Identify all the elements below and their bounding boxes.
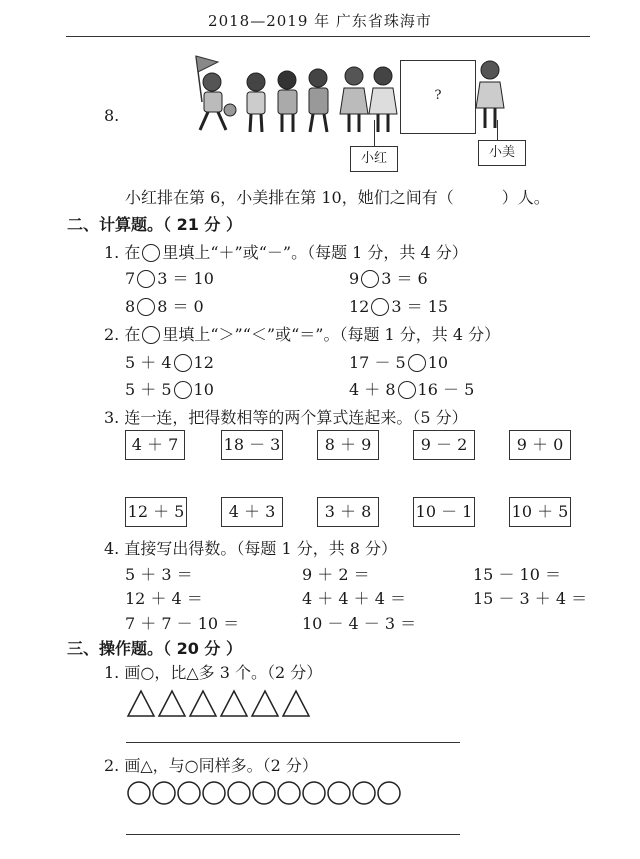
answer-line[interactable]	[126, 742, 460, 743]
triangle-icon	[283, 691, 309, 716]
operand: 5 ＋ 4	[125, 353, 172, 372]
q2-1-prompt-a: 1. 在	[104, 243, 141, 262]
circles-row	[126, 780, 406, 808]
match-box-top[interactable]: 9 ＋ 0	[509, 430, 571, 460]
q2-4-item[interactable]: 9 ＋ 2 ＝	[302, 565, 370, 584]
label-xiaomei: 小美	[478, 140, 526, 166]
triangle-icon	[252, 691, 278, 716]
header-rule	[66, 36, 590, 37]
page-header: 2018—2019 年 广东省珠海市	[208, 12, 432, 30]
xiaohong-pointer	[374, 120, 375, 146]
answer-circle[interactable]	[174, 381, 192, 399]
q2-1-item	[125, 266, 214, 289]
answer-circle[interactable]	[408, 354, 426, 372]
operand: 17 － 5	[349, 353, 406, 372]
operand: 3 ＝ 6	[381, 269, 428, 288]
operand: 5 ＋ 5	[125, 380, 172, 399]
circle-icon	[228, 782, 250, 804]
circle-icon	[353, 782, 375, 804]
answer-circle[interactable]	[398, 381, 416, 399]
q2-1-item	[349, 294, 448, 317]
operand: 3 ＝ 15	[391, 297, 449, 316]
q2-2-item	[349, 350, 448, 373]
label-xiaohong: 小红	[350, 146, 398, 172]
q8-number: 8.	[104, 106, 120, 125]
triangle-icon	[128, 691, 154, 716]
operand: 10	[427, 353, 449, 372]
q2-1-prompt	[104, 240, 468, 263]
q2-4-prompt: 4. 直接写出得数。（每题 1 分，共 8 分）	[104, 539, 398, 558]
answer-circle[interactable]	[137, 298, 155, 316]
q8-text: 小红排在第 6，小美排在第 10，她们之间有（ ）人。	[125, 188, 550, 207]
q2-4-item[interactable]: 12 ＋ 4 ＝	[125, 589, 203, 608]
q2-4-item[interactable]: 5 ＋ 3 ＝	[125, 565, 193, 584]
q2-2-item	[349, 377, 474, 400]
answer-circle[interactable]	[371, 298, 389, 316]
q2-1-item	[349, 266, 428, 289]
q3-2-prompt: 2. 画△，与○同样多。（2 分）	[104, 756, 318, 775]
q2-4-item[interactable]: 7 ＋ 7 － 10 ＝	[125, 614, 240, 633]
q2-4-item[interactable]: 10 － 4 － 3 ＝	[302, 614, 417, 633]
circle-icon	[303, 782, 325, 804]
operand: 16 － 5	[417, 380, 475, 399]
answer-line[interactable]	[126, 834, 460, 835]
circle-icon	[253, 782, 275, 804]
match-box-bottom[interactable]: 10 ＋ 5	[509, 497, 571, 527]
q2-2-prompt-a: 2. 在	[104, 325, 141, 344]
q2-2-prompt	[104, 322, 500, 345]
circle-icon	[203, 782, 225, 804]
q2-4-item[interactable]: 15 － 3 ＋ 4 ＝	[473, 589, 588, 608]
triangle-icon	[190, 691, 216, 716]
section2-title: 二、计算题。（ 21 分 ）	[67, 215, 242, 234]
match-box-bottom[interactable]: 4 ＋ 3	[221, 497, 283, 527]
answer-circle[interactable]	[137, 270, 155, 288]
circles	[126, 780, 406, 808]
circle-icon	[378, 782, 400, 804]
xiaomei-pointer	[497, 120, 498, 140]
q2-2-item	[125, 350, 214, 373]
q2-2-item	[125, 377, 214, 400]
q3-1-prompt: 1. 画○，比△多 3 个。（2 分）	[104, 663, 323, 682]
match-box-bottom[interactable]: 3 ＋ 8	[317, 497, 379, 527]
triangles	[126, 688, 316, 718]
xiaomei-illustration	[474, 56, 506, 136]
match-box-top[interactable]: 4 ＋ 7	[125, 430, 185, 460]
match-box-bottom[interactable]: 12 ＋ 5	[125, 497, 187, 527]
match-box-top[interactable]: 8 ＋ 9	[317, 430, 379, 460]
match-box-top[interactable]: 9 － 2	[413, 430, 475, 460]
q2-4-item[interactable]: 4 ＋ 4 ＋ 4 ＝	[302, 589, 406, 608]
operand: 12	[349, 297, 370, 316]
operand: 3 ＝ 10	[157, 269, 214, 288]
operand: 12	[193, 353, 214, 372]
operand: 4 ＋ 8	[349, 380, 396, 399]
circle-placeholder	[142, 244, 160, 262]
triangles-row	[126, 688, 316, 718]
circle-icon	[278, 782, 300, 804]
answer-circle[interactable]	[174, 354, 192, 372]
q2-3-prompt: 3. 连一连，把得数相等的两个算式连起来。（5 分）	[104, 408, 468, 427]
operand: 7	[125, 269, 136, 288]
answer-circle[interactable]	[361, 270, 379, 288]
triangle-icon	[159, 691, 185, 716]
operand: 8 ＝ 0	[157, 297, 204, 316]
q2-1-prompt-b: 里填上“＋”或“－”。（每题 1 分，共 4 分）	[162, 243, 468, 262]
q2-1-item	[125, 294, 204, 317]
triangle-icon	[221, 691, 247, 716]
circle-placeholder	[142, 326, 160, 344]
operand: 8	[125, 297, 136, 316]
hidden-box-question-mark: ?	[434, 88, 442, 103]
circle-icon	[153, 782, 175, 804]
q2-2-prompt-b: 里填上“＞”“＜”或“＝”。（每题 1 分，共 4 分）	[162, 325, 501, 344]
circle-icon	[128, 782, 150, 804]
operand: 9	[349, 269, 360, 288]
match-box-top[interactable]: 18 － 3	[221, 430, 283, 460]
circle-icon	[178, 782, 200, 804]
xiaomei-figure	[474, 56, 506, 136]
match-box-bottom[interactable]: 10 － 1	[413, 497, 475, 527]
section3-title: 三、操作题。（ 20 分 ）	[67, 639, 242, 658]
operand: 10	[193, 380, 214, 399]
q2-4-item[interactable]: 15 － 10 ＝	[473, 565, 561, 584]
circle-icon	[328, 782, 350, 804]
